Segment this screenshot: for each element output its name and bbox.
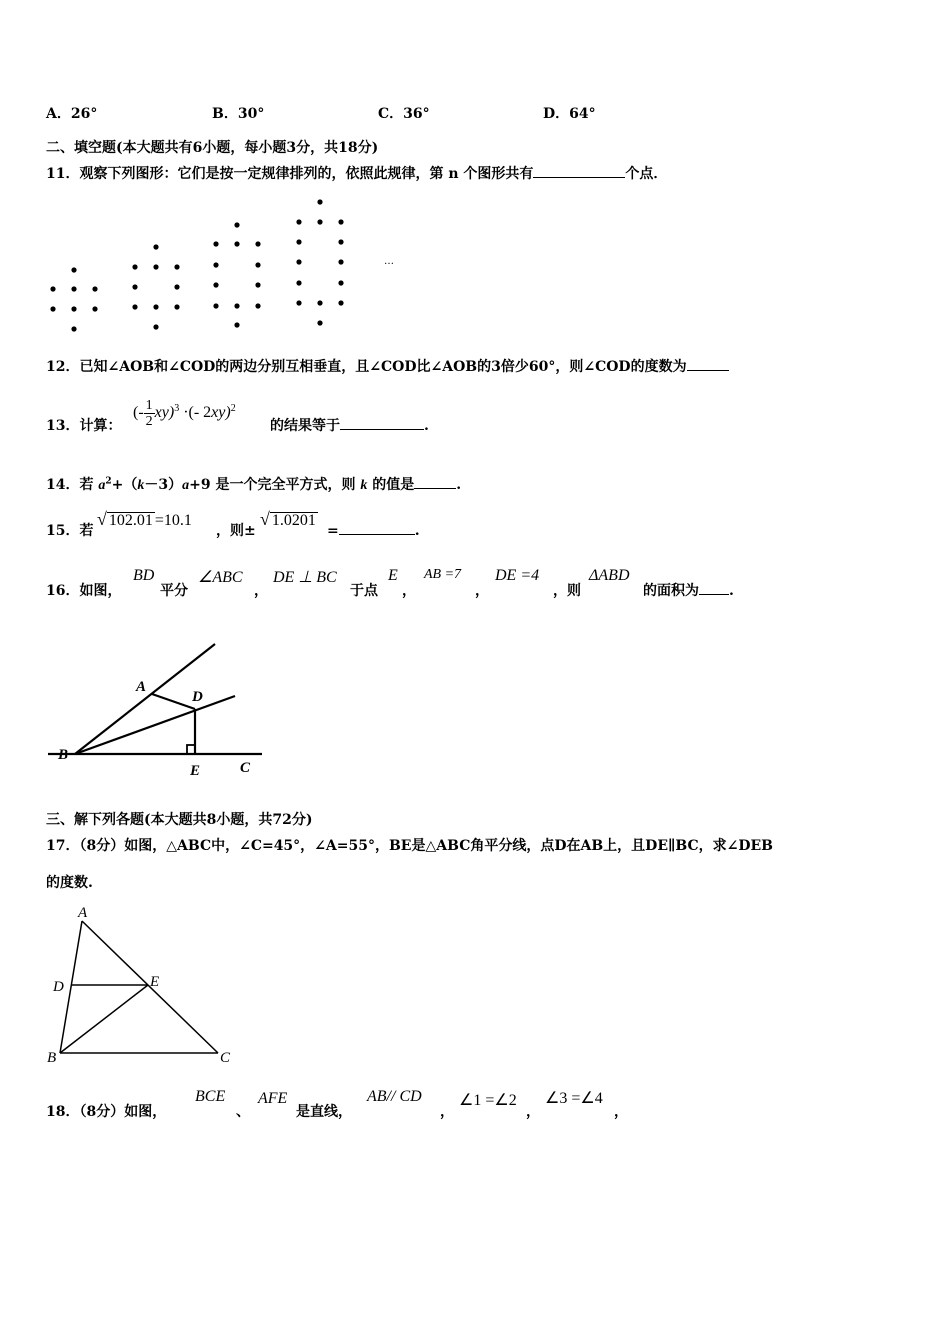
segment-be [60,985,148,1053]
option-b: B．30° [212,106,265,122]
q13-suffix-line [270,415,429,435]
question-11 [46,163,667,183]
q16-comma-3: ， [475,583,489,599]
q16-end-line [643,580,734,600]
q11-answer-blank [533,163,625,178]
sqrt-icon: √ [97,509,107,529]
q16-triangle-abd: ΔABD [589,567,630,584]
segment-ad [152,694,195,709]
dot-pattern-figure [40,190,420,340]
label-d: D [53,979,64,995]
q13-mid: ·(- 2 [183,404,212,422]
label-e: E [190,763,201,779]
q13-exp2: 2 [230,402,236,414]
q14-text-3: －3） [144,477,183,493]
dot-figure-3 [213,222,260,327]
q18-bce: BCE [195,1088,226,1105]
q16-angle-abc: ∠ABC [198,569,243,586]
q16-point-e: E [388,567,398,584]
question-17-line-2: 的度数. [46,875,93,891]
q18-text-1: 18．（8分）如图， [46,1104,167,1120]
option-d: D．64° [543,106,596,122]
q18-angle-3-4: ∠3 =∠4 [545,1090,603,1107]
q15-text-1: 15．若 [46,523,94,539]
right-angle-mark [187,745,195,754]
q15-eq-2: = [327,523,339,539]
q14-var-a: a [98,478,106,493]
q13-end: . [424,418,429,434]
q16-de: DE =4 [495,567,540,584]
q13-open: (- [133,404,144,422]
q16-text-5: 的面积为 [643,583,699,599]
figure-16 [45,636,275,781]
option-c: C．36° [378,106,430,122]
q18-comma-3: ， [614,1104,628,1120]
q16-text-1: 16．如图， [46,583,122,599]
q14-text-2: +（ [111,477,138,493]
q14-text-1: 14．若 [46,477,99,493]
q15-text-2: ，则± [216,523,256,539]
dot-figure-1 [50,267,97,331]
q13-answer-blank [340,415,424,430]
q18-text-2: 、 [236,1104,250,1120]
dot-figure-4 [296,199,343,325]
q18-angle-1-2: ∠1 =∠2 [459,1092,517,1109]
q16-text-4: ，则 [553,583,581,599]
question-16 [46,580,121,600]
q14-text-5: 的值是 [367,477,415,493]
question-15 [46,520,93,540]
question-14 [46,474,461,494]
question-17-line-1: 17．（8分）如图，△ABC中，∠C=45°，∠A=55°，BE是△ABC角平分线，点D在AB上，且DE∥BC，求∠DEB [46,838,774,854]
q13-numerator: 1 [145,398,153,413]
q16-comma-2: ， [402,583,416,599]
q14-var-a2: a [182,478,190,493]
q13-xy: xy) [154,404,175,422]
q13-expression [133,398,236,429]
section-3-title: 三、解下列各题(本大题共8小题，共72分) [46,812,313,828]
section-2-title: 二、填空题(本大题共有6小题，每小题3分，共18分) [46,140,379,156]
q14-var-k: k [137,478,145,493]
label-b: B [58,747,69,763]
dot-pattern-ellipsis: … [384,256,394,267]
q16-bd: BD [133,567,155,584]
q15-answer-blank [339,520,415,535]
option-a: A．26° [46,106,98,122]
q13-prefix: 13．计算： [46,418,122,434]
q15-text-2-line [216,520,256,540]
q16-perp: DE ⊥ BC [273,569,337,586]
q14-sup: 2 [105,476,112,487]
q14-end: . [456,477,462,493]
q12-answer-blank [687,356,729,371]
q13-suffix: 的结果等于 [270,418,340,434]
label-c: C [220,1050,231,1066]
q18-text-3: 是直线， [296,1104,352,1120]
q16-end: . [729,583,734,599]
label-d: D [192,689,203,705]
q14-text-4: +9 是一个完全平方式，则 [189,477,361,493]
figure-17 [45,903,245,1068]
q11-text-end: 个点． [625,166,668,182]
label-a: A [78,905,88,921]
q16-answer-blank [699,580,729,595]
q12-text: 12．已知∠AOB和∠COD的两边分别互相垂直，且∠COD比∠AOB的3倍少60°，则∠COD的度数为 [46,359,687,375]
q15-eq-1: =10.1 [154,512,192,529]
q11-text: 11．观察下列图形：它们是按一定规律排列的，依照此规律，第 n 个图形共有 [46,166,534,182]
q18-comma-2: ， [526,1104,540,1120]
q16-text-2: 平分 [160,583,188,599]
sqrt-icon-2: √ [260,509,270,529]
dot-figure-2 [132,244,179,329]
label-b: B [47,1050,57,1066]
label-c: C [240,760,251,776]
q18-afe: AFE [258,1090,288,1107]
q13-exp1: 3 [174,402,180,414]
ray-bd [75,696,235,754]
q18-comma-1: ， [440,1104,454,1120]
q14-var-k2: k [360,478,368,493]
q13-xy2: xy) [211,404,231,422]
q15-end: . [414,523,420,539]
q15-end-line [327,520,420,539]
question-13 [46,415,121,435]
q13-fraction [144,398,155,429]
q16-ab: AB =7 [424,567,462,582]
q16-text-3: 于点 [350,583,378,599]
q15-radicand-1: 102.01 [108,512,153,529]
question-12 [46,356,729,376]
q15-expr-2 [260,509,318,530]
q15-expr-1 [97,509,192,530]
q13-denominator: 2 [145,414,153,429]
label-a: A [136,679,147,695]
q15-radicand-2: 1.0201 [271,512,316,529]
label-e: E [150,974,160,990]
q18-ab-parallel-cd: AB// CD [367,1088,422,1105]
q16-comma-1: ， [254,583,268,599]
q14-answer-blank [414,474,456,489]
